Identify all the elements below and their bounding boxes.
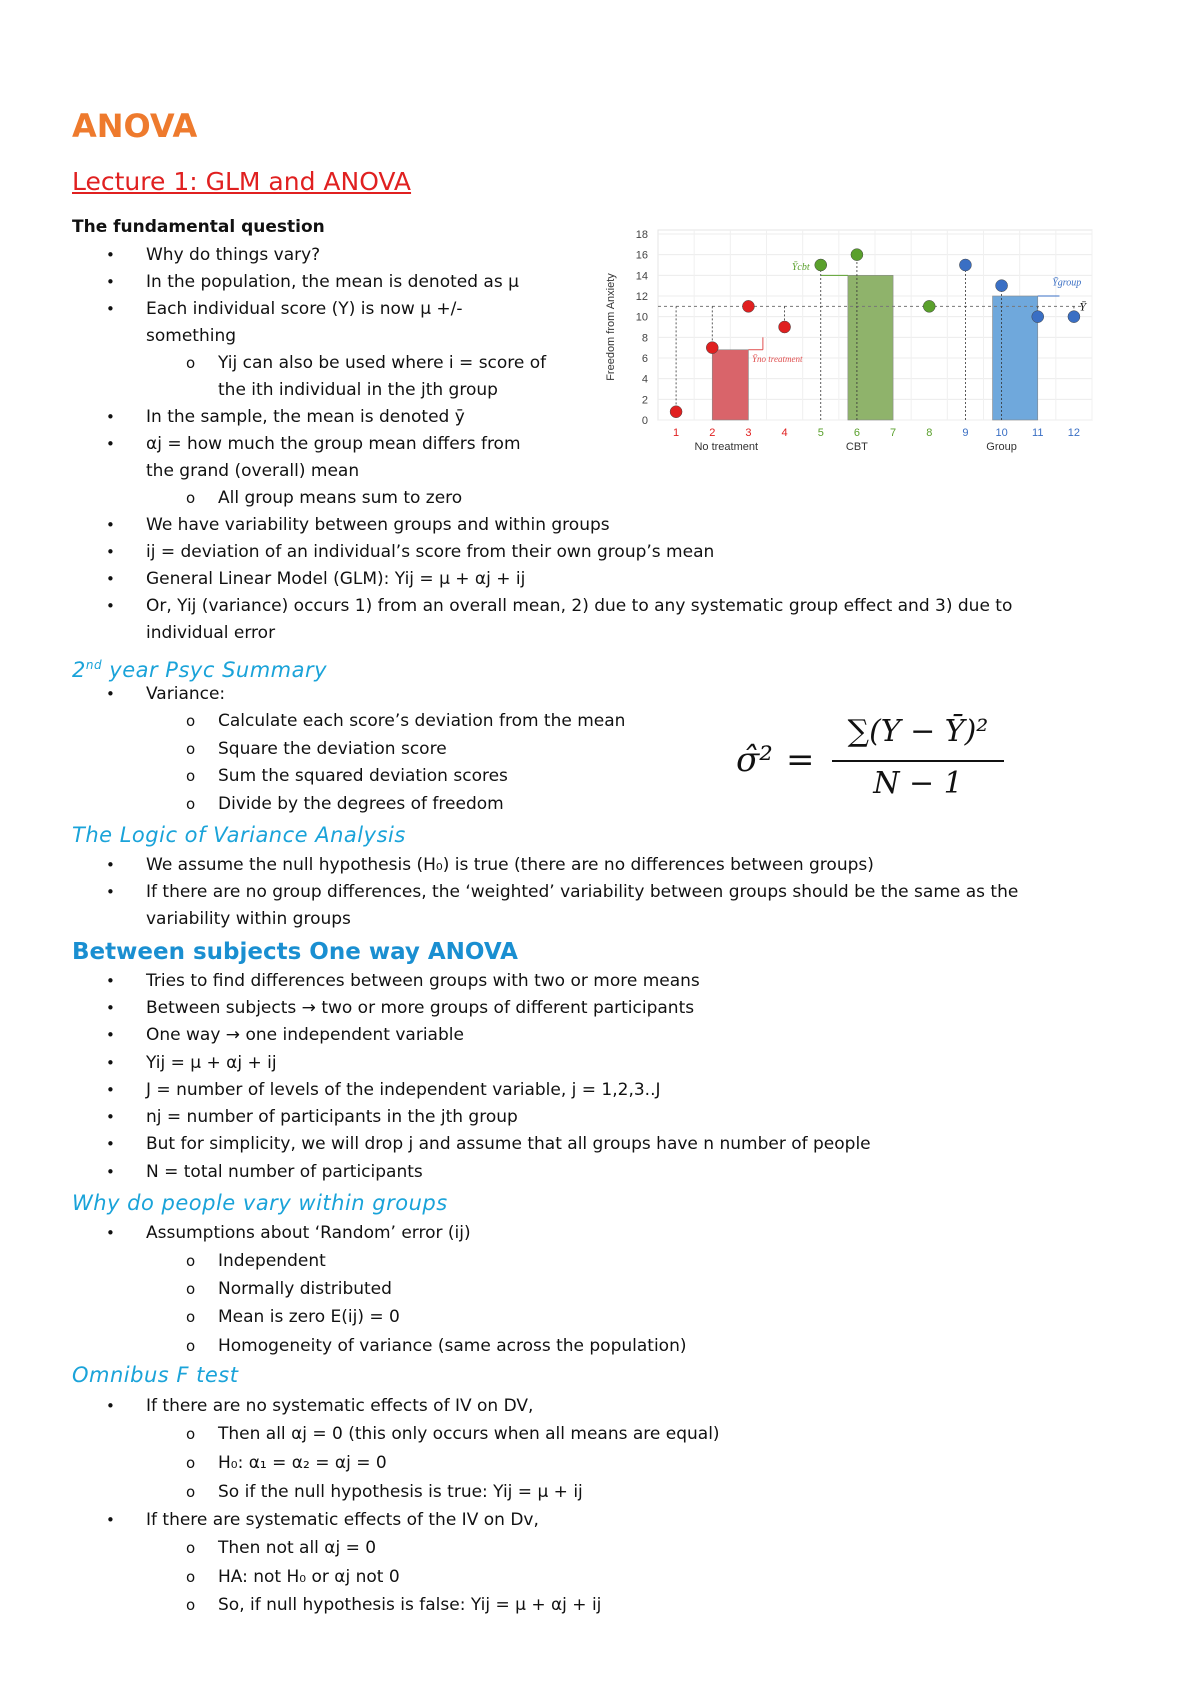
data-point — [1068, 311, 1080, 323]
x-tick-label: 6 — [853, 427, 860, 439]
bullet-icon: • — [106, 435, 115, 453]
fundamental-item: ij = deviation of an individual’s score from their own group’s mean — [146, 542, 715, 562]
bullet-icon: • — [106, 597, 115, 615]
formula-equals: = — [786, 740, 815, 780]
omnibus-heading: Omnibus F test — [72, 1363, 239, 1387]
circle-bullet-icon: o — [186, 1252, 196, 1270]
between-item: nj = number of participants in the jth group — [146, 1107, 518, 1127]
circle-bullet-icon: o — [186, 354, 196, 372]
bullet-icon: • — [106, 1026, 115, 1044]
circle-bullet-icon: o — [186, 1454, 196, 1472]
data-point — [742, 300, 754, 312]
formula-fraction-bar — [832, 760, 1004, 762]
between-item: N = total number of participants — [146, 1162, 423, 1182]
circle-bullet-icon: o — [186, 1568, 196, 1586]
bullet-icon: • — [106, 516, 115, 534]
variance-step: Square the deviation score — [218, 739, 447, 759]
within-subitem: Mean is zero E(ij) = 0 — [218, 1307, 400, 1327]
group-label: CBT — [845, 441, 868, 453]
data-point — [996, 280, 1008, 292]
between-item: One way → one independent variable — [146, 1025, 464, 1045]
data-point — [959, 259, 971, 271]
fundamental-item: the grand (overall) mean — [146, 461, 360, 481]
omnibus-item: If there are no systematic effects of IV on DV, — [146, 1396, 534, 1416]
formula-denominator: N − 1 — [873, 766, 963, 801]
x-tick-label: 12 — [1067, 427, 1081, 439]
variance-formula — [728, 702, 1008, 812]
omnibus-subitem: So if the null hypothesis is true: Yij = μ + ij — [218, 1482, 583, 1502]
omnibus-subitem: Then all αj = 0 (this only occurs when all means are equal) — [218, 1424, 720, 1444]
bullet-icon: • — [106, 1081, 115, 1099]
between-item: J = number of levels of the independent variable, j = 1,2,3..J — [146, 1080, 661, 1100]
logic-heading: The Logic of Variance Analysis — [72, 823, 406, 847]
fundamental-subitem: Yij can also be used where i = score of — [218, 353, 547, 373]
bullet-icon: • — [106, 1511, 115, 1529]
y-tick-label: 12 — [635, 291, 648, 303]
psyc-heading-sup: nd — [85, 658, 103, 672]
circle-bullet-icon: o — [186, 1280, 196, 1298]
circle-bullet-icon: o — [186, 740, 196, 758]
page-title: ANOVA — [72, 107, 198, 145]
x-tick-label: 4 — [781, 427, 788, 439]
formula-numerator: ∑(Y − Ȳ)² — [847, 714, 989, 749]
logic-item: We assume the null hypothesis (H₀) is true (there are no differences between groups) — [146, 855, 874, 875]
between-heading: Between subjects One way ANOVA — [72, 939, 518, 965]
circle-bullet-icon: o — [186, 489, 196, 507]
fundamental-item: In the sample, the mean is denoted ȳ — [146, 407, 465, 427]
circle-bullet-icon: o — [186, 795, 196, 813]
x-tick-label: 5 — [817, 427, 824, 439]
x-tick-label: 9 — [962, 427, 969, 439]
bullet-icon: • — [106, 408, 115, 426]
fundamental-heading: The fundamental question — [72, 217, 325, 237]
bullet-icon: • — [106, 543, 115, 561]
bullet-icon: • — [106, 1108, 115, 1126]
x-tick-label: 8 — [926, 427, 933, 439]
group-mean-bar — [993, 296, 1038, 420]
bullet-icon: • — [106, 883, 115, 901]
logic-item: If there are no group differences, the ‘weighted’ variability between groups should be the same as the — [146, 882, 1019, 902]
y-tick-label: 14 — [635, 270, 648, 283]
between-item: Yij = μ + αj + ij — [146, 1053, 277, 1073]
group-mean-bar — [712, 350, 748, 420]
y-axis-label: Freedom from Anxiety — [605, 273, 617, 381]
lecture-heading: Lecture 1: GLM and ANOVA — [72, 167, 412, 196]
within-item: Assumptions about ‘Random’ error (ij) — [146, 1223, 471, 1243]
group-label: Group — [986, 441, 1017, 453]
bullet-icon: • — [106, 1135, 115, 1153]
fundamental-subitem: All group means sum to zero — [218, 488, 463, 508]
group-label: No treatment — [694, 441, 759, 453]
within-heading: Why do people vary within groups — [72, 1191, 448, 1215]
circle-bullet-icon: o — [186, 1539, 196, 1557]
omnibus-item: If there are systematic effects of the IV on Dv, — [146, 1510, 539, 1530]
within-subitem: Independent — [218, 1251, 326, 1271]
x-tick-label: 10 — [995, 427, 1008, 439]
circle-bullet-icon: o — [186, 1483, 196, 1501]
fundamental-item: Why do things vary? — [146, 245, 321, 265]
bullet-icon: • — [106, 246, 115, 264]
circle-bullet-icon: o — [186, 1596, 196, 1614]
fundamental-item: General Linear Model (GLM): Yij = μ + αj + ij — [146, 569, 526, 589]
circle-bullet-icon: o — [186, 767, 196, 785]
bullet-icon: • — [106, 856, 115, 874]
fundamental-subitem: the ith individual in the jth group — [218, 380, 498, 400]
anxiety-chart — [600, 224, 1100, 476]
y-tick-label: 8 — [641, 332, 648, 345]
y-tick-label: 18 — [635, 229, 648, 241]
psyc-heading-number: 2 — [72, 658, 86, 682]
y-tick-label: 2 — [641, 394, 648, 407]
anxiety-chart-svg — [600, 224, 1100, 476]
y-tick-label: 0 — [641, 415, 648, 427]
x-tick-label: 1 — [673, 427, 680, 439]
circle-bullet-icon: o — [186, 1425, 196, 1443]
fundamental-item: Each individual score (Y) is now μ +/- — [146, 299, 463, 319]
data-point — [815, 259, 827, 271]
y-tick-label: 6 — [641, 353, 648, 365]
no-treatment-mean-label: Ȳno treatment — [752, 354, 803, 365]
group-mean-bar — [848, 275, 893, 420]
within-subitem: Normally distributed — [218, 1279, 392, 1299]
bullet-icon: • — [106, 1163, 115, 1181]
within-subitem: Homogeneity of variance (same across the population) — [218, 1336, 687, 1356]
fundamental-item: something — [146, 326, 237, 346]
bullet-icon: • — [106, 1054, 115, 1072]
y-tick-label: 10 — [635, 311, 648, 324]
data-point — [706, 342, 718, 354]
between-item: Tries to find differences between groups with two or more means — [146, 971, 700, 991]
logic-item: variability within groups — [146, 909, 351, 929]
x-tick-label: 2 — [709, 427, 716, 439]
y-tick-label: 4 — [641, 373, 648, 386]
fundamental-item: individual error — [146, 623, 276, 643]
bullet-icon: • — [106, 685, 115, 703]
x-tick-label: 11 — [1032, 427, 1044, 439]
fundamental-item: We have variability between groups and within groups — [146, 515, 610, 535]
data-point — [670, 406, 682, 418]
x-tick-label: 3 — [745, 427, 752, 439]
omnibus-subitem: Then not all αj = 0 — [218, 1538, 377, 1558]
circle-bullet-icon: o — [186, 1337, 196, 1355]
variance-item: Variance: — [146, 684, 226, 704]
bullet-icon: • — [106, 273, 115, 291]
data-point — [851, 249, 863, 261]
between-item: Between subjects → two or more groups of different participants — [146, 998, 695, 1018]
data-point — [923, 300, 935, 312]
fundamental-item: In the population, the mean is denoted as μ — [146, 272, 519, 292]
variance-step: Calculate each score’s deviation from the mean — [218, 711, 626, 731]
circle-bullet-icon: o — [186, 1308, 196, 1326]
y-tick-label: 16 — [635, 249, 648, 262]
circle-bullet-icon: o — [186, 712, 196, 730]
data-point — [1032, 311, 1044, 323]
variance-step: Divide by the degrees of freedom — [218, 794, 504, 814]
bullet-icon: • — [106, 1397, 115, 1415]
omnibus-subitem: So, if null hypothesis is false: Yij = μ + αj + ij — [218, 1595, 602, 1615]
data-point — [779, 321, 791, 333]
bullet-icon: • — [106, 1224, 115, 1242]
formula-lhs: σ̂² — [736, 740, 773, 780]
bullet-icon: • — [106, 999, 115, 1017]
bullet-icon: • — [106, 300, 115, 318]
grand-mean-label: Ȳ — [1079, 299, 1086, 314]
fundamental-item: Or, Yij (variance) occurs 1) from an overall mean, 2) due to any systematic group effect and 3) due to — [146, 596, 1013, 616]
fundamental-item: αj = how much the group mean differs from — [146, 434, 521, 454]
omnibus-subitem: H₀: α₁ = α₂ = αj = 0 — [218, 1453, 387, 1473]
psyc-summary-heading — [72, 650, 327, 685]
group-mean-label: Ȳgroup — [1052, 277, 1082, 289]
psyc-heading-text: year Psyc Summary — [102, 658, 328, 682]
cbt-mean-label: Ȳcbt — [791, 262, 810, 274]
bullet-icon: • — [106, 972, 115, 990]
variance-step: Sum the squared deviation scores — [218, 766, 508, 786]
bullet-icon: • — [106, 570, 115, 588]
between-item: But for simplicity, we will drop j and assume that all groups have n number of people — [146, 1134, 871, 1154]
x-tick-label: 7 — [890, 427, 897, 439]
omnibus-subitem: HA: not H₀ or αj not 0 — [218, 1567, 400, 1587]
